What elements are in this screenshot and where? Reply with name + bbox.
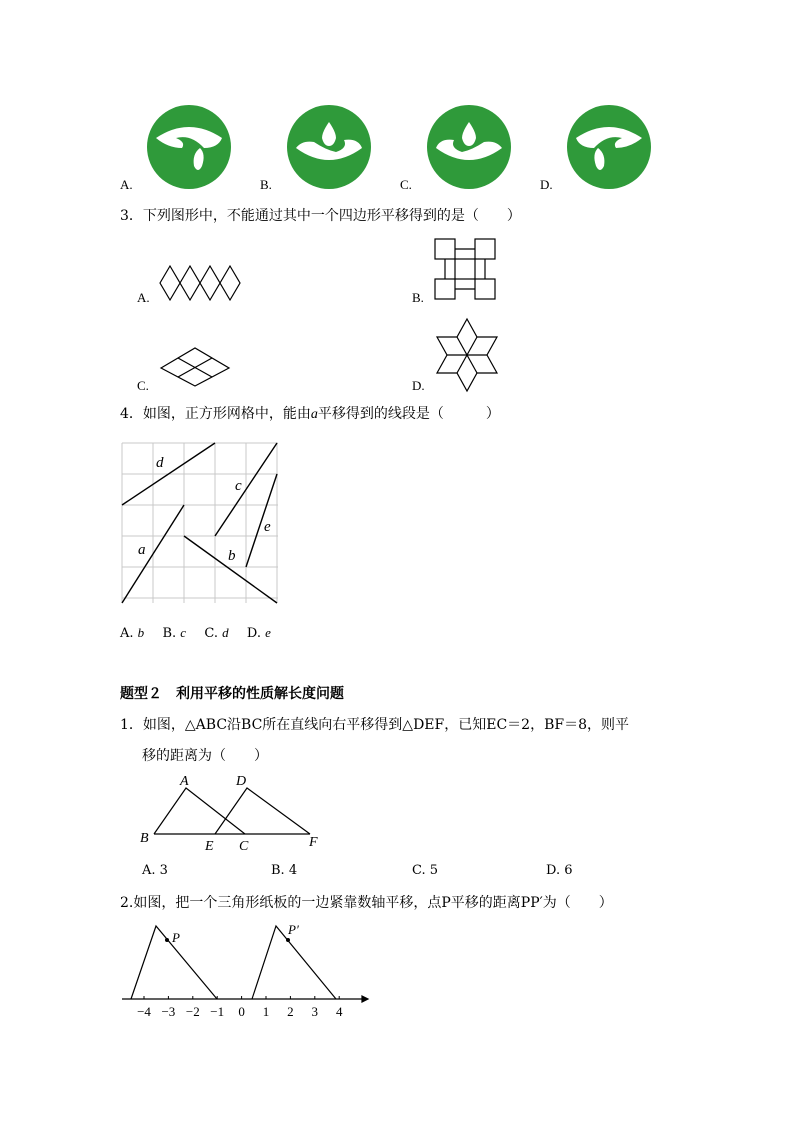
tick-label: 2: [287, 1004, 294, 1019]
logo-eye-drop-down-mirror-icon: [566, 104, 652, 190]
q2-option-c: [398, 100, 518, 195]
q3-option-c: [135, 340, 255, 395]
tick-label: −3: [161, 1004, 176, 1019]
label-B: B: [140, 831, 149, 846]
q4-stem-before: 4．如图，正方形网格中，能由: [120, 406, 311, 422]
q3-stem: 3．下列图形中，不能通过其中一个四边形平移得到的是（ ）: [120, 208, 521, 224]
logo-drop-up-icon: [286, 104, 372, 190]
p1-option-d: D. 6: [546, 863, 573, 878]
option-label: D.: [540, 177, 553, 192]
option-label: A.: [137, 290, 150, 305]
p1-stem-line2: 移的距离为（ ）: [142, 748, 268, 764]
tick-label: −1: [210, 1004, 225, 1019]
option-label: B.: [412, 290, 424, 305]
option-label: C.: [137, 378, 149, 393]
tick-label: 0: [238, 1004, 245, 1019]
label-A: A: [180, 774, 189, 789]
label-e: e: [264, 519, 271, 535]
label-b: b: [228, 548, 236, 564]
tick-label: −2: [185, 1004, 200, 1019]
q2-option-a: [118, 100, 238, 195]
logo-drop-up-mirror-icon: [426, 104, 512, 190]
p1-triangles-figure: [136, 772, 326, 854]
q4-option-c: C. d: [204, 625, 229, 641]
option-label: C.: [400, 177, 412, 192]
label-P2: P′: [288, 922, 299, 937]
p1-option-b: B. 4: [271, 863, 298, 878]
point-P: [165, 938, 169, 942]
label-D: D: [236, 774, 247, 789]
tick-label: −4: [137, 1004, 151, 1019]
p1-options: [142, 863, 602, 883]
q3-option-a: [135, 260, 255, 310]
square-frame-figure: [433, 237, 499, 303]
p2-number-line-figure: [118, 918, 373, 1022]
label-P: P: [172, 930, 180, 945]
label-c: c: [235, 478, 242, 494]
q3-option-b: [410, 235, 530, 310]
tick-label: 1: [262, 1004, 270, 1019]
p1-stem-line1: 1．如图，△ABC沿BC所在直线向右平移得到△DEF，已知EC＝2，BF＝8，则平: [120, 717, 629, 733]
option-label: A.: [120, 177, 133, 192]
q4-option-d: D. e: [246, 625, 271, 641]
point-P2: [286, 938, 290, 942]
option-label: B.: [260, 177, 272, 192]
hexagram-figure: [434, 317, 500, 393]
segment-b: [184, 536, 277, 603]
p2-stem: 2.如图，把一个三角形纸板的一边紧靠数轴平移，点P平移的距离PP′为（ ）: [120, 895, 613, 911]
q4-options: [120, 624, 271, 643]
q4-grid-figure: [118, 438, 284, 608]
q3-option-d: [410, 315, 530, 395]
p1-option-a: A. 3: [142, 863, 168, 878]
logo-eye-drop-down-icon: [146, 104, 232, 190]
q2-option-d: [538, 100, 658, 195]
rhombus-row-figure: [159, 264, 243, 302]
tick-label: 4: [335, 1004, 343, 1019]
label-F: F: [309, 835, 318, 850]
q4-stem-after: 平移得到的线段是（ ）: [317, 406, 500, 422]
q4-stem: [120, 405, 500, 424]
p1-option-c: C. 5: [412, 863, 439, 878]
tick-label: 3: [311, 1004, 319, 1019]
q4-option-b: B. c: [162, 625, 187, 641]
q2-option-b: [258, 100, 378, 195]
rhombus-grid-figure: [159, 346, 231, 388]
section-title: 题型２ 利用平移的性质解长度问题: [120, 686, 344, 702]
label-d: d: [156, 455, 164, 471]
segment-e: [246, 474, 277, 567]
label-E: E: [205, 839, 214, 854]
label-C: C: [239, 839, 249, 854]
label-a: a: [138, 542, 146, 558]
q4-stem-var: a: [310, 407, 318, 422]
option-label: D.: [412, 378, 425, 393]
q4-option-a: A. b: [120, 625, 145, 641]
